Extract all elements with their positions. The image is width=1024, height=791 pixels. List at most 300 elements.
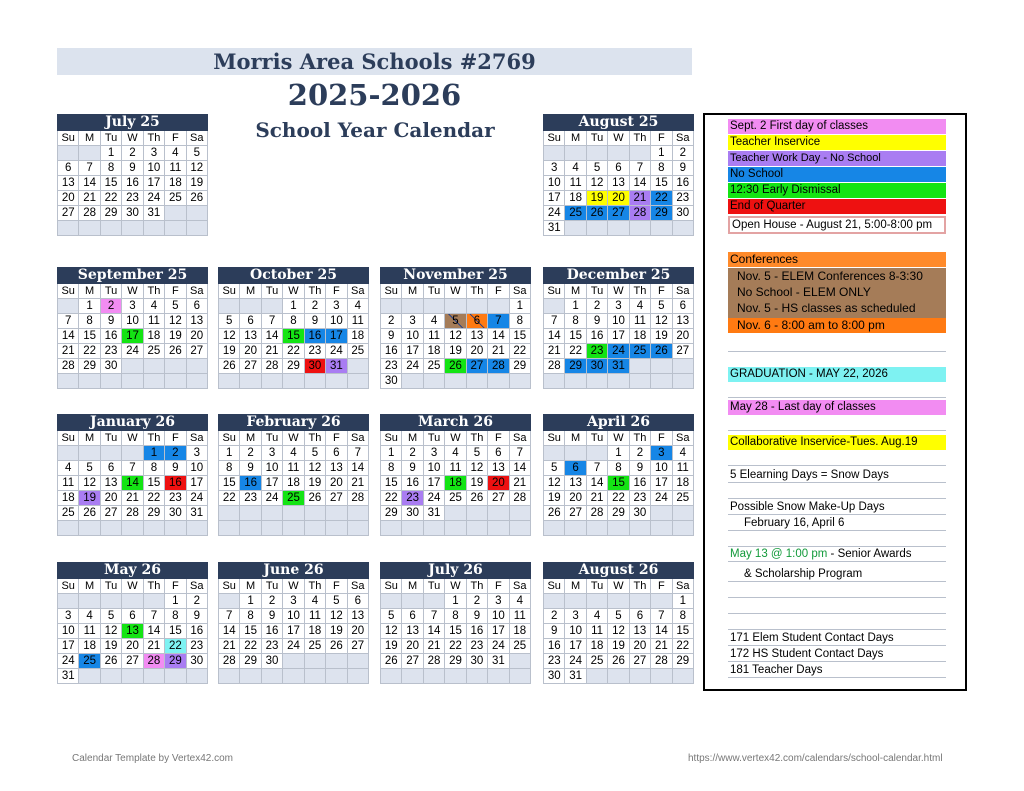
- legend-blank-7: [728, 532, 946, 547]
- weekday-header: Th: [467, 579, 488, 594]
- day-cell: 27: [630, 654, 651, 669]
- empty-cell: [651, 359, 672, 374]
- day-cell: 12: [587, 176, 608, 191]
- day-cell: 20: [240, 344, 261, 359]
- day-cell: 24: [187, 491, 208, 506]
- day-cell: 16: [587, 329, 608, 344]
- empty-cell: [402, 521, 423, 536]
- day-cell: 26: [544, 506, 565, 521]
- month-grid: [380, 431, 531, 536]
- day-cell: 3: [262, 446, 283, 461]
- month-calendar: [57, 267, 208, 389]
- day-cell: 22: [565, 344, 586, 359]
- day-cell: 14: [587, 476, 608, 491]
- day-cell: 26: [305, 491, 326, 506]
- day-cell: 21: [262, 344, 283, 359]
- day-cell: 28: [122, 506, 143, 521]
- day-cell: 3: [544, 161, 565, 176]
- empty-cell: [219, 594, 240, 609]
- day-cell: 17: [326, 329, 347, 344]
- day-cell: 14: [488, 329, 509, 344]
- day-cell: 21: [79, 191, 100, 206]
- empty-cell: [630, 146, 651, 161]
- empty-cell: [402, 374, 423, 389]
- day-cell: 13: [402, 624, 423, 639]
- day-cell: 10: [565, 624, 586, 639]
- day-cell: 13: [101, 476, 122, 491]
- empty-cell: [262, 374, 283, 389]
- empty-cell: [565, 521, 586, 536]
- day-cell: 26: [187, 191, 208, 206]
- day-cell: 11: [445, 461, 466, 476]
- day-cell: 9: [187, 609, 208, 624]
- weekday-header: W: [283, 579, 304, 594]
- day-cell: 1: [165, 594, 186, 609]
- weekday-header: M: [565, 579, 586, 594]
- day-cell: 8: [283, 314, 304, 329]
- empty-cell: [608, 521, 629, 536]
- day-cell: 22: [510, 344, 531, 359]
- empty-cell: [544, 594, 565, 609]
- day-cell: 19: [79, 491, 100, 506]
- empty-cell: [101, 669, 122, 684]
- legend-blank-5: [728, 451, 946, 466]
- weekday-header: Tu: [262, 284, 283, 299]
- weekday-header: F: [488, 579, 509, 594]
- day-cell: 20: [673, 329, 694, 344]
- day-cell: 9: [673, 161, 694, 176]
- legend-blank-10: [728, 615, 946, 630]
- day-cell: 14: [544, 329, 565, 344]
- day-cell: 4: [283, 446, 304, 461]
- day-cell: 14: [510, 461, 531, 476]
- weekday-header: Su: [219, 431, 240, 446]
- empty-cell: [144, 669, 165, 684]
- month-grid: [543, 284, 694, 389]
- empty-cell: [587, 594, 608, 609]
- day-cell: 18: [630, 329, 651, 344]
- day-cell: 27: [565, 506, 586, 521]
- legend-open-house: Open House - August 21, 5:00-8:00 pm: [728, 216, 946, 234]
- day-cell: 5: [219, 314, 240, 329]
- empty-cell: [283, 374, 304, 389]
- day-cell: 11: [144, 314, 165, 329]
- day-cell: 23: [187, 639, 208, 654]
- day-cell: 9: [587, 314, 608, 329]
- day-cell: 25: [445, 491, 466, 506]
- empty-cell: [305, 374, 326, 389]
- day-cell: 25: [673, 491, 694, 506]
- weekday-header: M: [79, 431, 100, 446]
- empty-cell: [488, 374, 509, 389]
- empty-cell: [348, 654, 369, 669]
- empty-cell: [122, 669, 143, 684]
- weekday-header: Tu: [587, 284, 608, 299]
- day-cell: 20: [488, 476, 509, 491]
- day-cell: 21: [219, 639, 240, 654]
- day-cell: 24: [144, 191, 165, 206]
- weekday-header: F: [651, 284, 672, 299]
- day-cell: 4: [630, 299, 651, 314]
- day-cell: 19: [326, 624, 347, 639]
- day-cell: 6: [673, 299, 694, 314]
- empty-cell: [488, 299, 509, 314]
- empty-cell: [122, 374, 143, 389]
- empty-cell: [58, 446, 79, 461]
- weekday-header: F: [326, 431, 347, 446]
- empty-cell: [79, 146, 100, 161]
- day-cell: 29: [144, 506, 165, 521]
- weekday-header: F: [488, 431, 509, 446]
- weekday-header: Tu: [424, 284, 445, 299]
- empty-cell: [58, 594, 79, 609]
- day-cell: 18: [283, 476, 304, 491]
- empty-cell: [348, 506, 369, 521]
- day-cell: 7: [219, 609, 240, 624]
- day-cell: 15: [79, 329, 100, 344]
- day-cell: 8: [673, 609, 694, 624]
- day-cell: 12: [544, 476, 565, 491]
- day-cell: 24: [262, 491, 283, 506]
- day-cell: 15: [381, 476, 402, 491]
- empty-cell: [565, 374, 586, 389]
- day-cell: 17: [488, 624, 509, 639]
- legend-conf-evening: Nov. 6 - 8:00 am to 8:00 pm: [728, 318, 946, 333]
- day-cell: 2: [587, 299, 608, 314]
- weekday-header: W: [445, 579, 466, 594]
- weekday-header: Sa: [510, 284, 531, 299]
- day-cell: 23: [673, 191, 694, 206]
- day-cell: 28: [79, 206, 100, 221]
- day-cell: 23: [467, 639, 488, 654]
- day-cell: 8: [608, 461, 629, 476]
- empty-cell: [187, 206, 208, 221]
- empty-cell: [467, 521, 488, 536]
- empty-cell: [608, 221, 629, 236]
- month-title: February 26: [218, 414, 369, 431]
- day-cell: 19: [608, 639, 629, 654]
- empty-cell: [283, 521, 304, 536]
- day-cell: 12: [165, 314, 186, 329]
- empty-cell: [651, 374, 672, 389]
- day-cell: 7: [58, 314, 79, 329]
- day-cell: 28: [651, 654, 672, 669]
- legend-hs-days: 172 HS Student Contact Days: [728, 647, 946, 662]
- weekday-header: Su: [544, 431, 565, 446]
- month-calendar: [543, 267, 694, 389]
- day-cell: 21: [424, 639, 445, 654]
- weekday-header: W: [608, 284, 629, 299]
- empty-cell: [348, 521, 369, 536]
- day-cell: 1: [283, 299, 304, 314]
- empty-cell: [240, 506, 261, 521]
- day-cell: 4: [510, 594, 531, 609]
- day-cell: 2: [544, 609, 565, 624]
- conf-line-2: No School - ELEM ONLY: [737, 285, 871, 299]
- weekday-header: Su: [219, 579, 240, 594]
- weekday-header: W: [445, 431, 466, 446]
- empty-cell: [587, 146, 608, 161]
- empty-cell: [122, 594, 143, 609]
- empty-cell: [144, 359, 165, 374]
- day-cell: 3: [187, 446, 208, 461]
- day-cell: 27: [101, 506, 122, 521]
- day-cell: 22: [608, 491, 629, 506]
- day-cell: 6: [240, 314, 261, 329]
- empty-cell: [630, 594, 651, 609]
- day-cell: 8: [381, 461, 402, 476]
- day-cell: 25: [424, 359, 445, 374]
- month-grid: [218, 431, 369, 536]
- day-cell: 23: [587, 344, 608, 359]
- day-cell: 25: [305, 639, 326, 654]
- empty-cell: [219, 521, 240, 536]
- empty-cell: [101, 221, 122, 236]
- day-cell: 30: [381, 374, 402, 389]
- weekday-header: Su: [58, 431, 79, 446]
- day-cell: 30: [587, 359, 608, 374]
- day-cell: 13: [630, 624, 651, 639]
- day-cell: 14: [144, 624, 165, 639]
- day-cell: 20: [187, 329, 208, 344]
- day-cell: 20: [630, 639, 651, 654]
- empty-cell: [240, 374, 261, 389]
- empty-cell: [673, 669, 694, 684]
- empty-cell: [240, 521, 261, 536]
- legend-blank-8: [728, 583, 946, 598]
- legend-last-day: May 28 - Last day of classes: [728, 400, 946, 415]
- day-cell: 4: [79, 609, 100, 624]
- day-cell: 8: [651, 161, 672, 176]
- weekday-header: M: [402, 579, 423, 594]
- day-cell: 8: [510, 314, 531, 329]
- empty-cell: [467, 374, 488, 389]
- day-cell: 5: [608, 609, 629, 624]
- day-cell: 26: [165, 344, 186, 359]
- day-cell: 7: [587, 461, 608, 476]
- weekday-header: Th: [144, 431, 165, 446]
- weekday-header: M: [565, 131, 586, 146]
- day-cell: 28: [144, 654, 165, 669]
- day-cell: 5: [445, 314, 466, 329]
- day-cell: 26: [445, 359, 466, 374]
- day-cell: 9: [165, 461, 186, 476]
- empty-cell: [673, 374, 694, 389]
- day-cell: 7: [651, 609, 672, 624]
- day-cell: 2: [467, 594, 488, 609]
- day-cell: 29: [445, 654, 466, 669]
- day-cell: 1: [101, 146, 122, 161]
- weekday-header: Th: [630, 131, 651, 146]
- day-cell: 26: [587, 206, 608, 221]
- month-title: January 26: [57, 414, 208, 431]
- day-cell: 10: [544, 176, 565, 191]
- day-cell: 17: [544, 191, 565, 206]
- empty-cell: [467, 669, 488, 684]
- day-cell: 4: [58, 461, 79, 476]
- day-cell: 16: [544, 639, 565, 654]
- month-grid: [57, 579, 208, 684]
- legend-scholarship: & Scholarship Program: [728, 567, 946, 582]
- day-cell: 14: [58, 329, 79, 344]
- day-cell: 21: [510, 476, 531, 491]
- day-cell: 6: [565, 461, 586, 476]
- legend-blank-2: [728, 353, 946, 368]
- day-cell: 10: [326, 314, 347, 329]
- empty-cell: [144, 374, 165, 389]
- day-cell: 1: [240, 594, 261, 609]
- day-cell: 12: [608, 624, 629, 639]
- empty-cell: [283, 654, 304, 669]
- day-cell: 18: [165, 176, 186, 191]
- empty-cell: [544, 521, 565, 536]
- day-cell: 29: [510, 359, 531, 374]
- day-cell: 19: [187, 176, 208, 191]
- day-cell: 15: [651, 176, 672, 191]
- weekday-header: Tu: [101, 431, 122, 446]
- day-cell: 16: [187, 624, 208, 639]
- day-cell: 1: [565, 299, 586, 314]
- weekday-header: Sa: [510, 579, 531, 594]
- month-grid: [543, 431, 694, 536]
- day-cell: 20: [122, 639, 143, 654]
- weekday-header: Tu: [587, 579, 608, 594]
- day-cell: 26: [651, 344, 672, 359]
- day-cell: 2: [187, 594, 208, 609]
- month-grid: [218, 284, 369, 389]
- empty-cell: [608, 669, 629, 684]
- empty-cell: [122, 221, 143, 236]
- weekday-header: Th: [144, 284, 165, 299]
- day-cell: 10: [608, 314, 629, 329]
- empty-cell: [673, 521, 694, 536]
- day-cell: 15: [445, 624, 466, 639]
- month-grid: [57, 431, 208, 536]
- empty-cell: [630, 669, 651, 684]
- day-cell: 24: [424, 491, 445, 506]
- month-calendar: [543, 414, 694, 536]
- month-title: April 26: [543, 414, 694, 431]
- day-cell: 6: [488, 446, 509, 461]
- weekday-header: F: [651, 579, 672, 594]
- day-cell: 15: [510, 329, 531, 344]
- empty-cell: [402, 299, 423, 314]
- day-cell: 15: [283, 329, 304, 344]
- month-calendar: [57, 562, 208, 684]
- day-cell: 1: [608, 446, 629, 461]
- weekday-header: F: [651, 431, 672, 446]
- day-cell: 20: [565, 491, 586, 506]
- day-cell: 9: [544, 624, 565, 639]
- day-cell: 27: [608, 206, 629, 221]
- day-cell: 2: [381, 314, 402, 329]
- day-cell: 3: [326, 299, 347, 314]
- day-cell: 1: [510, 299, 531, 314]
- day-cell: 1: [79, 299, 100, 314]
- day-cell: 5: [305, 446, 326, 461]
- legend-elem-days: 171 Elem Student Contact Days: [728, 631, 946, 646]
- day-cell: 19: [467, 476, 488, 491]
- day-cell: 4: [565, 161, 586, 176]
- weekday-header: Sa: [348, 579, 369, 594]
- empty-cell: [488, 506, 509, 521]
- empty-cell: [445, 521, 466, 536]
- day-cell: 1: [445, 594, 466, 609]
- empty-cell: [651, 221, 672, 236]
- day-cell: 13: [240, 329, 261, 344]
- day-cell: 21: [122, 491, 143, 506]
- day-cell: 12: [467, 461, 488, 476]
- day-cell: 19: [544, 491, 565, 506]
- day-cell: 2: [262, 594, 283, 609]
- day-cell: 11: [79, 624, 100, 639]
- day-cell: 19: [445, 344, 466, 359]
- empty-cell: [79, 594, 100, 609]
- day-cell: 6: [58, 161, 79, 176]
- day-cell: 1: [219, 446, 240, 461]
- empty-cell: [58, 374, 79, 389]
- month-title: September 25: [57, 267, 208, 284]
- day-cell: 17: [608, 329, 629, 344]
- day-cell: 27: [348, 639, 369, 654]
- empty-cell: [510, 521, 531, 536]
- legend-blank-1: [728, 337, 946, 352]
- month-title: June 26: [218, 562, 369, 579]
- day-cell: 21: [488, 344, 509, 359]
- empty-cell: [651, 669, 672, 684]
- day-cell: 11: [305, 609, 326, 624]
- day-cell: 17: [262, 476, 283, 491]
- day-cell: 25: [79, 654, 100, 669]
- day-cell: 19: [165, 329, 186, 344]
- day-cell: 23: [101, 344, 122, 359]
- weekday-header: Su: [381, 579, 402, 594]
- day-cell: 23: [262, 639, 283, 654]
- weekday-header: M: [79, 284, 100, 299]
- empty-cell: [630, 221, 651, 236]
- day-cell: 23: [544, 654, 565, 669]
- day-cell: 11: [165, 161, 186, 176]
- day-cell: 22: [165, 639, 186, 654]
- empty-cell: [424, 374, 445, 389]
- day-cell: 13: [122, 624, 143, 639]
- day-cell: 27: [240, 359, 261, 374]
- day-cell: 14: [651, 624, 672, 639]
- weekday-header: Tu: [262, 431, 283, 446]
- day-cell: 8: [219, 461, 240, 476]
- empty-cell: [587, 221, 608, 236]
- day-cell: 4: [424, 314, 445, 329]
- weekday-header: Sa: [673, 284, 694, 299]
- day-cell: 16: [305, 329, 326, 344]
- day-cell: 18: [144, 329, 165, 344]
- legend-blank-6: [728, 484, 946, 499]
- empty-cell: [187, 521, 208, 536]
- empty-cell: [165, 669, 186, 684]
- day-cell: 25: [283, 491, 304, 506]
- day-cell: 15: [565, 329, 586, 344]
- weekday-header: Su: [544, 131, 565, 146]
- day-cell: 16: [122, 176, 143, 191]
- day-cell: 17: [651, 476, 672, 491]
- footer-credit: Calendar Template by Vertex42.com: [72, 753, 234, 764]
- day-cell: 5: [381, 609, 402, 624]
- weekday-header: F: [165, 579, 186, 594]
- day-cell: 25: [587, 654, 608, 669]
- day-cell: 25: [165, 191, 186, 206]
- day-cell: 15: [608, 476, 629, 491]
- day-cell: 9: [402, 461, 423, 476]
